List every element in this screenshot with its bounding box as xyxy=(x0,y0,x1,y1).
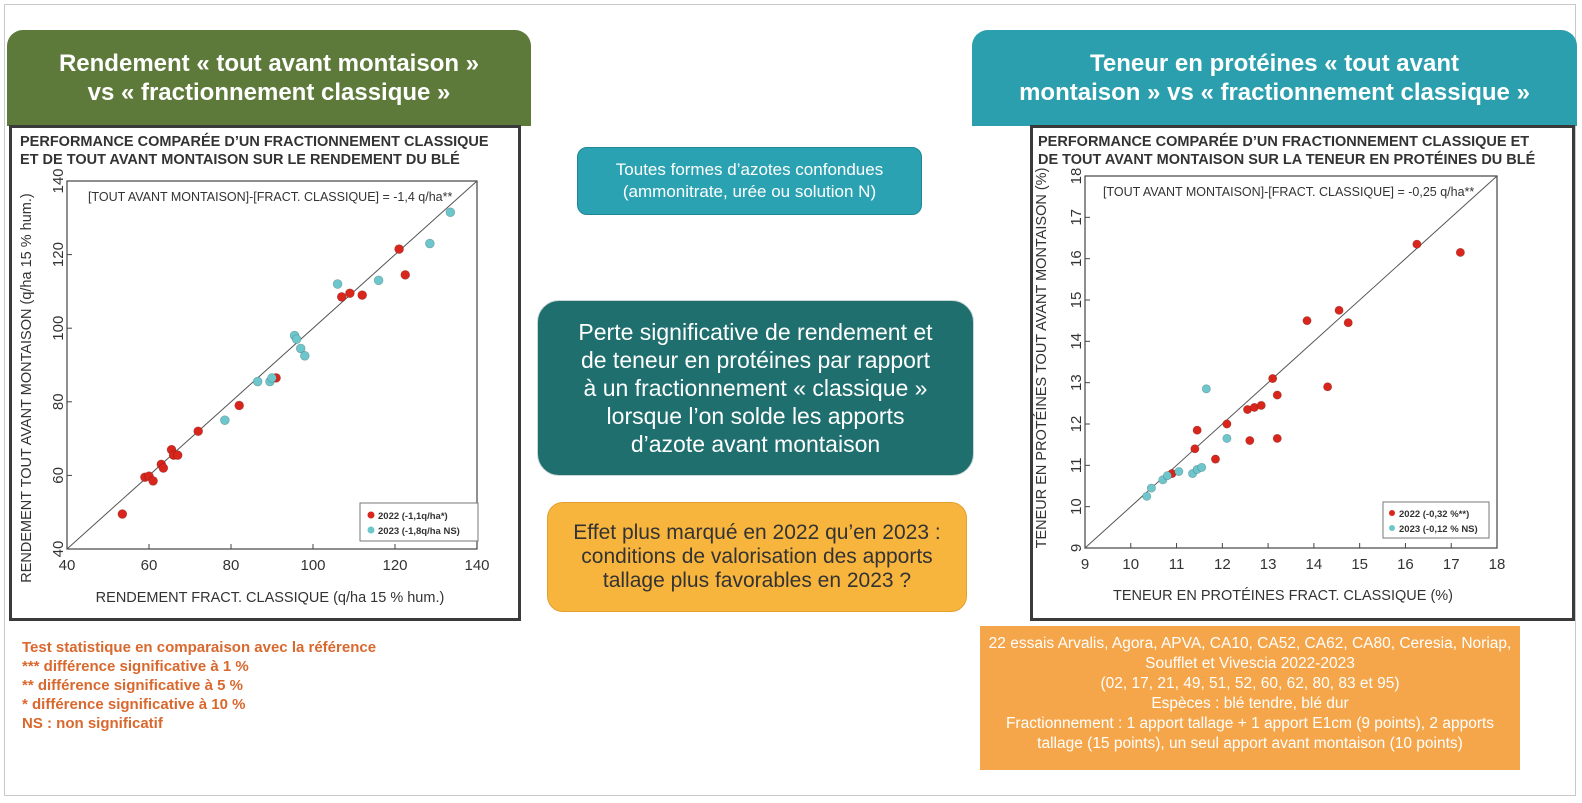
point-2022 xyxy=(1273,434,1281,442)
effect-line: tallage plus favorables en 2023 ? xyxy=(602,569,912,592)
point-2022 xyxy=(1273,391,1281,399)
sources-line: 22 essais Arvalis, Agora, APVA, CA10, CA52, CA62, CA80, Ceresia, Noriap, xyxy=(988,635,1512,652)
loss-line: lorsque l’on solde les apports xyxy=(606,403,905,429)
header-protein xyxy=(972,30,1577,126)
point-2022 xyxy=(401,270,410,279)
y-tick-label: 12 xyxy=(1068,415,1085,433)
point-2023 xyxy=(446,208,455,217)
point-2023 xyxy=(253,377,262,386)
x-tick-label: 100 xyxy=(300,557,326,574)
sources-line: Espèces : blé tendre, blé dur xyxy=(1151,695,1349,712)
point-2023 xyxy=(1143,492,1151,500)
header-yield xyxy=(7,30,531,126)
chart-annotation: [TOUT AVANT MONTAISON]-[FRACT. CLASSIQUE] = -1,4 q/ha** xyxy=(88,190,453,204)
point-2023 xyxy=(333,280,342,289)
x-tick-label: 12 xyxy=(1213,556,1231,573)
nitrogen-forms-line: (ammonitrate, urée ou solution N) xyxy=(622,182,877,201)
header-yield-line2: vs « fractionnement classique » xyxy=(87,79,451,106)
point-2022 xyxy=(118,510,127,519)
point-2022 xyxy=(1246,436,1254,444)
y-tick-label: 13 xyxy=(1068,374,1085,392)
loss-line: d’azote avant montaison xyxy=(630,431,881,457)
x-tick-label: 140 xyxy=(464,557,490,574)
point-2022 xyxy=(149,476,158,485)
protein-scatter-chart xyxy=(1033,128,1572,618)
point-2023 xyxy=(220,416,229,425)
x-tick-label: 13 xyxy=(1259,556,1277,573)
header-protein-line2: montaison » vs « fractionnement classique » xyxy=(1019,79,1530,106)
y-tick-label: 11 xyxy=(1068,457,1085,474)
x-tick-label: 14 xyxy=(1305,556,1323,573)
loss-line: à un fractionnement « classique » xyxy=(583,375,928,401)
x-axis-label: RENDEMENT FRACT. CLASSIQUE (q/ha 15 % hum.) xyxy=(95,590,445,606)
point-2023 xyxy=(1163,471,1171,479)
legend-marker-2022 xyxy=(368,512,375,519)
y-tick-label: 16 xyxy=(1068,250,1085,268)
point-2023 xyxy=(374,276,383,285)
point-2022 xyxy=(358,291,367,300)
point-2022 xyxy=(1456,248,1464,256)
legend xyxy=(1383,502,1489,538)
point-2023 xyxy=(1147,484,1155,492)
y-tick-label: 40 xyxy=(50,540,67,558)
y-tick-label: 9 xyxy=(1068,543,1085,553)
point-2022 xyxy=(1303,316,1311,324)
legend-label-2022: 2022 (-1,1q/ha*) xyxy=(378,511,448,522)
x-tick-label: 16 xyxy=(1397,556,1414,573)
sources-line: (02, 17, 21, 49, 51, 52, 60, 62, 80, 83 et 95) xyxy=(1100,675,1400,692)
legend xyxy=(360,503,478,541)
stats-line: NS : non significatif xyxy=(22,715,163,732)
point-2022 xyxy=(235,401,244,410)
effect-line: Effet plus marqué en 2022 qu’en 2023 : xyxy=(573,521,941,544)
point-2022 xyxy=(1193,426,1201,434)
point-2022 xyxy=(1323,383,1331,391)
legend-label-2022: 2022 (-0,32 %**) xyxy=(1399,509,1470,520)
point-2022 xyxy=(159,464,168,473)
point-2023 xyxy=(300,351,309,360)
x-tick-label: 80 xyxy=(222,557,240,574)
protein-chart-frame xyxy=(1030,125,1575,621)
point-2022 xyxy=(1211,455,1219,463)
point-2023 xyxy=(1202,385,1210,393)
point-2023 xyxy=(1198,463,1206,471)
legend-marker-2023 xyxy=(368,527,375,534)
point-2023 xyxy=(1175,467,1183,475)
y-tick-label: 15 xyxy=(1068,291,1085,309)
legend-label-2023: 2023 (-1,8q/ha NS) xyxy=(378,526,460,537)
loss-line: de teneur en protéines par rapport xyxy=(580,347,931,373)
effect-line: conditions de valorisation des apports xyxy=(581,545,933,568)
y-tick-label: 140 xyxy=(50,168,67,194)
chart-title-line: PERFORMANCE COMPARÉE D’UN FRACTIONNEMENT CLASSIQUE ET xyxy=(1038,134,1530,150)
point-2022 xyxy=(395,245,404,254)
sources-line: Soufflet et Vivescia 2022-2023 xyxy=(1145,655,1355,672)
nitrogen-forms-line: Toutes formes d’azotes confondues xyxy=(615,160,884,179)
y-tick-label: 14 xyxy=(1068,332,1085,350)
point-2022 xyxy=(1191,445,1199,453)
yield-scatter-chart xyxy=(12,128,518,618)
y-axis-label: RENDEMENT TOUT AVANT MONTAISON (q/ha 15 % hum.) xyxy=(19,193,35,583)
point-2023 xyxy=(268,373,277,382)
y-axis-label: TENEUR EN PROTÉINES TOUT AVANT MONTAISON (%) xyxy=(1034,167,1050,549)
legend-marker-2023 xyxy=(1389,525,1395,531)
stats-line: * différence significative à 10 % xyxy=(22,696,246,713)
stats-line: ** différence significative à 5 % xyxy=(22,677,243,694)
y-tick-label: 120 xyxy=(50,242,68,268)
chart-title-line: PERFORMANCE COMPARÉE D’UN FRACTIONNEMENT CLASSIQUE xyxy=(20,134,489,150)
point-2023 xyxy=(425,239,434,248)
y-tick-label: 10 xyxy=(1068,498,1085,516)
x-tick-label: 60 xyxy=(140,557,158,574)
y-tick-label: 17 xyxy=(1068,208,1085,226)
x-tick-label: 120 xyxy=(382,557,408,574)
sources-line: Fractionnement : 1 apport tallage + 1 apport E1cm (9 points), 2 apports xyxy=(1005,715,1495,732)
y-tick-label: 60 xyxy=(50,467,67,484)
loss-line: Perte significative de rendement et xyxy=(578,319,933,345)
statistical-test-note xyxy=(22,638,376,733)
y-tick-label: 18 xyxy=(1068,167,1085,185)
point-2022 xyxy=(1223,420,1231,428)
x-tick-label: 17 xyxy=(1442,556,1460,573)
point-2022 xyxy=(173,451,182,460)
header-protein-line1: Teneur en protéines « tout avant xyxy=(1090,50,1459,77)
point-2023 xyxy=(1223,434,1231,442)
x-tick-label: 10 xyxy=(1122,556,1140,573)
yield-chart-frame xyxy=(9,125,521,621)
chart-title-line: DE TOUT AVANT MONTAISON SUR LA TENEUR EN PROTÉINES DU BLÉ xyxy=(1038,152,1536,168)
trial-sources-box xyxy=(980,626,1520,770)
x-tick-label: 15 xyxy=(1351,556,1369,573)
point-2022 xyxy=(337,292,346,301)
x-tick-label: 9 xyxy=(1080,556,1090,573)
point-2022 xyxy=(194,427,203,436)
nitrogen-forms-box xyxy=(577,147,922,215)
chart-title-line: ET DE TOUT AVANT MONTAISON SUR LE RENDEMENT DU BLÉ xyxy=(20,152,460,168)
sources-line: tallage (15 points), un seul apport avant montaison (10 points) xyxy=(1037,735,1463,752)
point-2022 xyxy=(1344,319,1352,327)
y-tick-label: 100 xyxy=(50,315,67,341)
legend-label-2023: 2023 (-0,12 % NS) xyxy=(1399,524,1478,535)
legend-marker-2022 xyxy=(1389,510,1395,516)
point-2022 xyxy=(1335,306,1343,314)
chart-annotation: [TOUT AVANT MONTAISON]-[FRACT. CLASSIQUE] = -0,25 q/ha** xyxy=(1103,185,1475,199)
stats-title: Test statistique en comparaison avec la référence xyxy=(22,639,377,656)
x-tick-label: 11 xyxy=(1168,556,1185,573)
y-tick-label: 80 xyxy=(50,393,67,411)
point-2023 xyxy=(292,335,301,344)
significant-loss-box xyxy=(537,300,974,476)
x-axis-label: TENEUR EN PROTÉINES FRACT. CLASSIQUE (%) xyxy=(1113,588,1453,604)
point-2022 xyxy=(1413,240,1421,248)
x-tick-label: 40 xyxy=(58,557,76,574)
point-2022 xyxy=(1268,374,1276,382)
point-2022 xyxy=(1257,401,1265,409)
stats-line: *** différence significative à 1 % xyxy=(22,658,249,675)
header-yield-line1: Rendement « tout avant montaison » xyxy=(58,50,480,77)
point-2022 xyxy=(345,289,354,298)
year-effect-box xyxy=(547,502,967,612)
x-tick-label: 18 xyxy=(1488,556,1506,573)
